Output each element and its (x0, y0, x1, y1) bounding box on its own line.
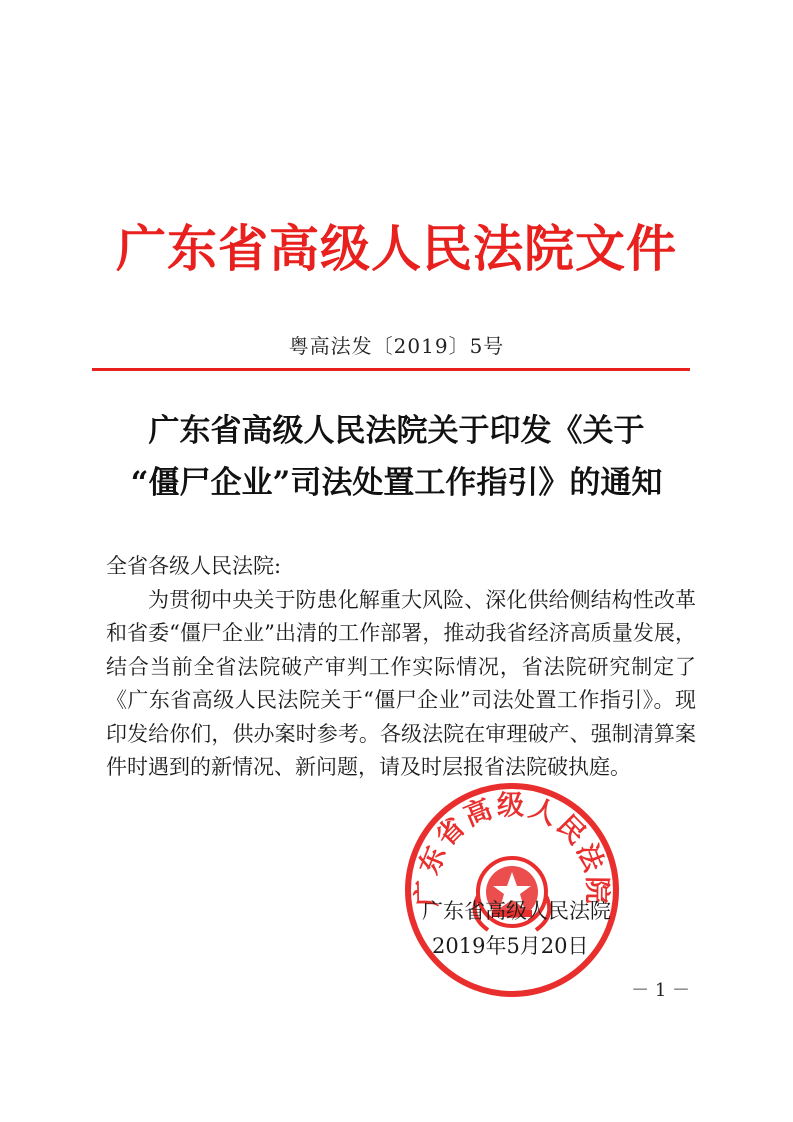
page-number: － 1 － (631, 980, 690, 1001)
document-body (106, 550, 696, 785)
seal-text: 广东省高级人民法院 (411, 790, 613, 907)
document-title (0, 405, 793, 509)
body-paragraph: 为贯彻中央关于防患化解重大风险、深化供给侧结构性改革和省委“僵尸企业”出清的工作部署，推动我省经济高质量发展，结合当前全省法院破产审判工作实际情况，省法院研究制定了《广东省高级人民法院关于“僵尸企业”司法处置工作指引》。现印发给你们，供办案时参考。各级法院在审理破产、强制清算案件时遇到的新情况、新问题，请及时层报省法院破执庭。 (106, 587, 696, 779)
document-number: 粤高法发〔2019〕5号 (288, 334, 505, 358)
signature-block (422, 894, 652, 964)
title-line-1: 广东省高级人民法院关于印发《关于 (148, 413, 645, 449)
signature-issuer: 广东省高级人民法院 (422, 899, 611, 923)
official-seal (402, 780, 622, 1000)
title-line-2: “僵尸企业”司法处置工作指引》的通知 (130, 465, 663, 501)
red-separator-rule (92, 368, 690, 371)
signature-date: 2019年5月20日 (432, 934, 589, 958)
issuer-masthead: 广东省高级人民法院文件 (116, 220, 677, 278)
salutation: 全省各级人民法院: (106, 554, 282, 578)
